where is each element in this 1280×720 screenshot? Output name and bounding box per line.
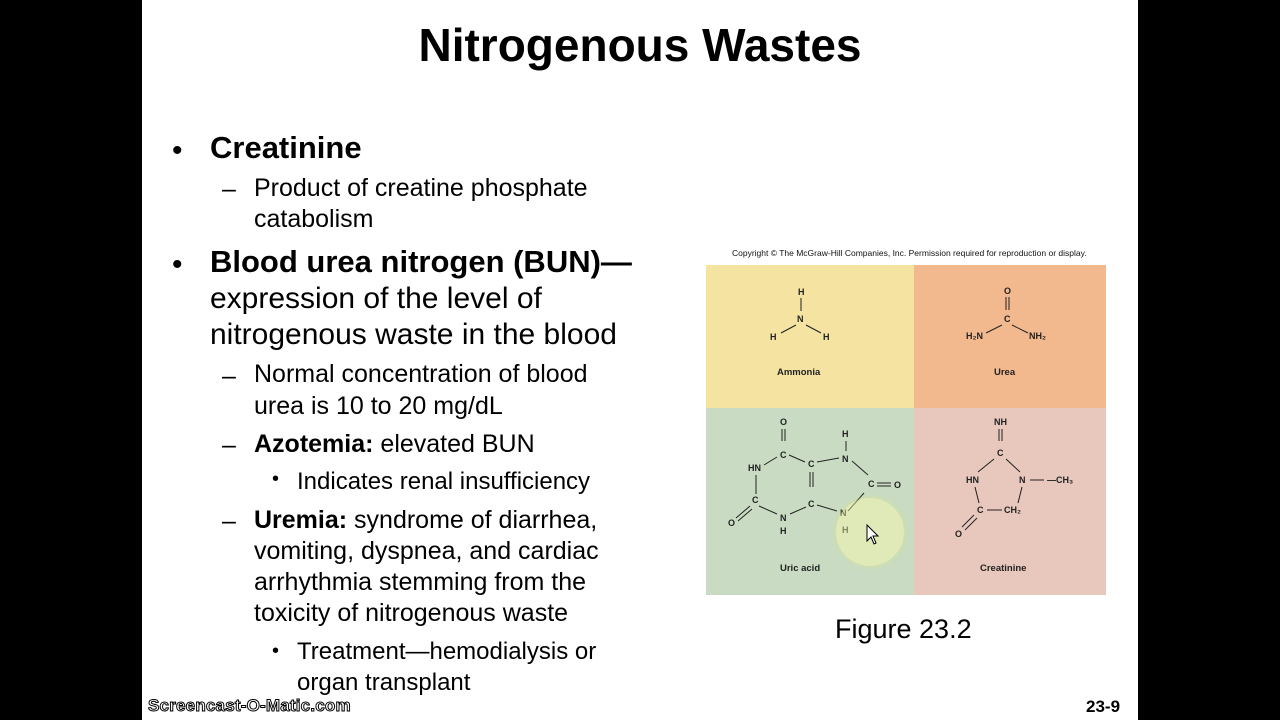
panel-label-uric-acid: Uric acid (780, 563, 821, 574)
mouse-cursor-icon (866, 524, 880, 546)
svg-text:CH₂: CH₂ (1004, 505, 1021, 515)
bullet-dot-small: • (272, 640, 280, 662)
svg-text:N: N (1019, 475, 1026, 485)
uremia-line-4: toxicity of nitrogenous waste (254, 599, 569, 627)
dash: – (222, 175, 236, 203)
svg-text:C: C (780, 450, 787, 460)
svg-text:H: H (770, 332, 777, 342)
svg-text:N: N (840, 508, 847, 518)
uremia-line-2: vomiting, dyspnea, and cardiac (254, 537, 599, 565)
bullet-bun-bold: Blood urea nitrogen (BUN)— (210, 244, 632, 279)
svg-text:C: C (1004, 314, 1011, 324)
svg-text:C: C (997, 448, 1004, 458)
bullet-creatinine: Creatinine (210, 130, 362, 165)
panel-label-ammonia: Ammonia (777, 367, 821, 378)
dash: – (222, 507, 236, 535)
dash: – (222, 362, 236, 390)
treatment-line-1: Treatment—hemodialysis or (297, 638, 597, 665)
svg-text:N: N (842, 454, 849, 464)
panel-label-urea: Urea (994, 367, 1016, 378)
bullet-dot: • (172, 134, 183, 167)
svg-text:C: C (808, 499, 815, 509)
svg-text:H: H (780, 526, 787, 536)
svg-text:C: C (868, 479, 875, 489)
normal-line-1: Normal concentration of blood (254, 360, 588, 388)
svg-text:H: H (798, 287, 805, 297)
normal-line-2: urea is 10 to 20 mg/dL (254, 392, 503, 420)
figure-caption: Figure 23.2 (835, 614, 972, 644)
svg-text:O: O (1004, 286, 1012, 296)
svg-text:O: O (728, 518, 736, 528)
uremia-term: Uremia: (254, 506, 348, 534)
svg-text:O: O (955, 529, 963, 539)
bullet-dot: • (172, 248, 183, 281)
uremia-def: syndrome of diarrhea, (347, 506, 598, 534)
nitrogenous-wastes-figure (706, 265, 1106, 595)
svg-text:HN: HN (966, 475, 979, 485)
azotemia-term: Azotemia: (254, 430, 374, 458)
svg-text:H₂N: H₂N (966, 331, 983, 341)
azotemia-line (254, 430, 535, 459)
svg-text:H: H (823, 332, 830, 342)
slide (142, 0, 1138, 720)
ammonia-panel (706, 265, 914, 408)
bun-line-3: nitrogenous waste in the blood (210, 318, 617, 351)
figure-copyright: Copyright © The McGraw-Hill Companies, Inc. Permission required for reproduction or display. (732, 248, 1087, 258)
dash: – (222, 431, 236, 459)
slide-number: 23-9 (1086, 697, 1121, 716)
uremia-line-1 (254, 506, 597, 535)
azotemia-def: elevated BUN (373, 430, 535, 458)
bun-line-2: expression of the level of (210, 282, 542, 315)
bullet-dot-small: • (272, 468, 280, 490)
svg-text:C: C (977, 505, 984, 515)
svg-text:O: O (894, 480, 902, 490)
creatinine-sub-line-1: Product of creatine phosphate (254, 174, 588, 202)
svg-text:HN: HN (748, 463, 761, 473)
svg-text:H: H (842, 525, 849, 535)
svg-text:O: O (780, 417, 788, 427)
svg-text:N: N (780, 513, 787, 523)
svg-text:H: H (842, 429, 849, 439)
panel-label-creatinine: Creatinine (980, 563, 1027, 574)
azotemia-sub: Indicates renal insufficiency (297, 468, 591, 495)
svg-text:—CH₃: —CH₃ (1047, 475, 1074, 485)
svg-text:NH₂: NH₂ (1029, 331, 1046, 341)
screencast-watermark: Screencast-O-Matic.com (148, 696, 351, 715)
svg-text:C: C (808, 459, 815, 469)
svg-text:NH: NH (994, 417, 1007, 427)
uremia-line-3: arrhythmia stemming from the (254, 568, 587, 596)
svg-text:C: C (752, 495, 759, 505)
svg-text:N: N (797, 314, 804, 324)
creatinine-sub-line-2: catabolism (254, 205, 374, 233)
slide-title: Nitrogenous Wastes (418, 19, 862, 71)
treatment-line-2: organ transplant (297, 669, 471, 696)
